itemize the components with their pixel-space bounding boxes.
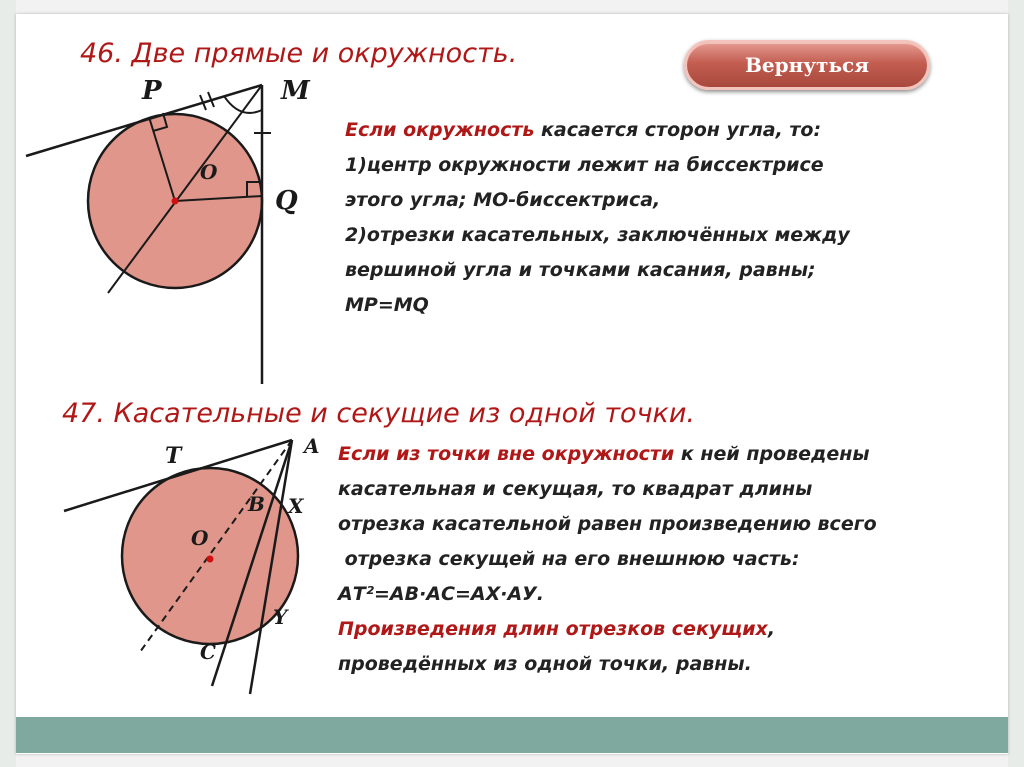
text-47-line-4: отрезка секущей на его внешнюю часть: bbox=[338, 548, 800, 570]
text-47-line-6 bbox=[338, 612, 1013, 647]
text-47-line-6-red: Произведения длин отрезков секущих bbox=[338, 618, 768, 640]
section-46-title: 46. Две прямые и окружность. bbox=[80, 38, 518, 69]
label-x: X bbox=[288, 494, 304, 518]
section-47-title: 47. Касательные и секущие из одной точки. bbox=[62, 398, 695, 429]
text-47-intro-red: Если из точки вне окружности bbox=[338, 443, 675, 465]
center-dot-47 bbox=[207, 556, 214, 563]
label-o-46: O bbox=[200, 160, 218, 184]
text-46-line-5: вершиной угла и точками касания, равны; bbox=[345, 259, 816, 281]
text-46-intro-red: Если окружность bbox=[345, 119, 535, 141]
text-47-line-3: отрезка касательной равен произведению всего bbox=[338, 513, 877, 535]
text-46-line-6: MP=MQ bbox=[345, 294, 429, 316]
label-p: P bbox=[142, 76, 162, 106]
figure-47 bbox=[64, 440, 298, 694]
text-47-intro-rest: к ней проведены bbox=[674, 443, 870, 465]
label-m: M bbox=[281, 76, 310, 106]
label-b: B bbox=[248, 492, 265, 516]
text-47-line-7: проведённых из одной точки, равны. bbox=[338, 653, 752, 675]
figure-46 bbox=[26, 85, 271, 384]
text-46-line-1 bbox=[345, 113, 1005, 148]
back-button[interactable]: Вернуться bbox=[684, 40, 930, 90]
text-47-line-6-rest: , bbox=[767, 618, 776, 640]
label-y: Y bbox=[273, 605, 288, 629]
label-q: Q bbox=[275, 186, 298, 216]
text-46-line-3: этого угла; МО-биссектриса, bbox=[345, 189, 661, 211]
label-t: T bbox=[165, 443, 182, 469]
label-a: A bbox=[304, 434, 320, 458]
text-46-intro-rest: касается сторон угла, то: bbox=[534, 119, 822, 141]
section-46-text bbox=[345, 113, 1005, 323]
text-47-line-1 bbox=[338, 437, 1013, 472]
label-o-47: O bbox=[191, 526, 209, 550]
text-47-line-5: АТ²=АВ·АС=АХ·АУ. bbox=[338, 583, 545, 605]
section-47-text bbox=[338, 437, 1013, 682]
text-46-line-2: 1)центр окружности лежит на биссектрисе bbox=[345, 154, 824, 176]
label-c: C bbox=[200, 640, 216, 664]
center-dot-46 bbox=[172, 198, 179, 205]
text-47-line-2: касательная и секущая, то квадрат длины bbox=[338, 478, 813, 500]
text-46-line-4: 2)отрезки касательных, заключённых между bbox=[345, 224, 850, 246]
